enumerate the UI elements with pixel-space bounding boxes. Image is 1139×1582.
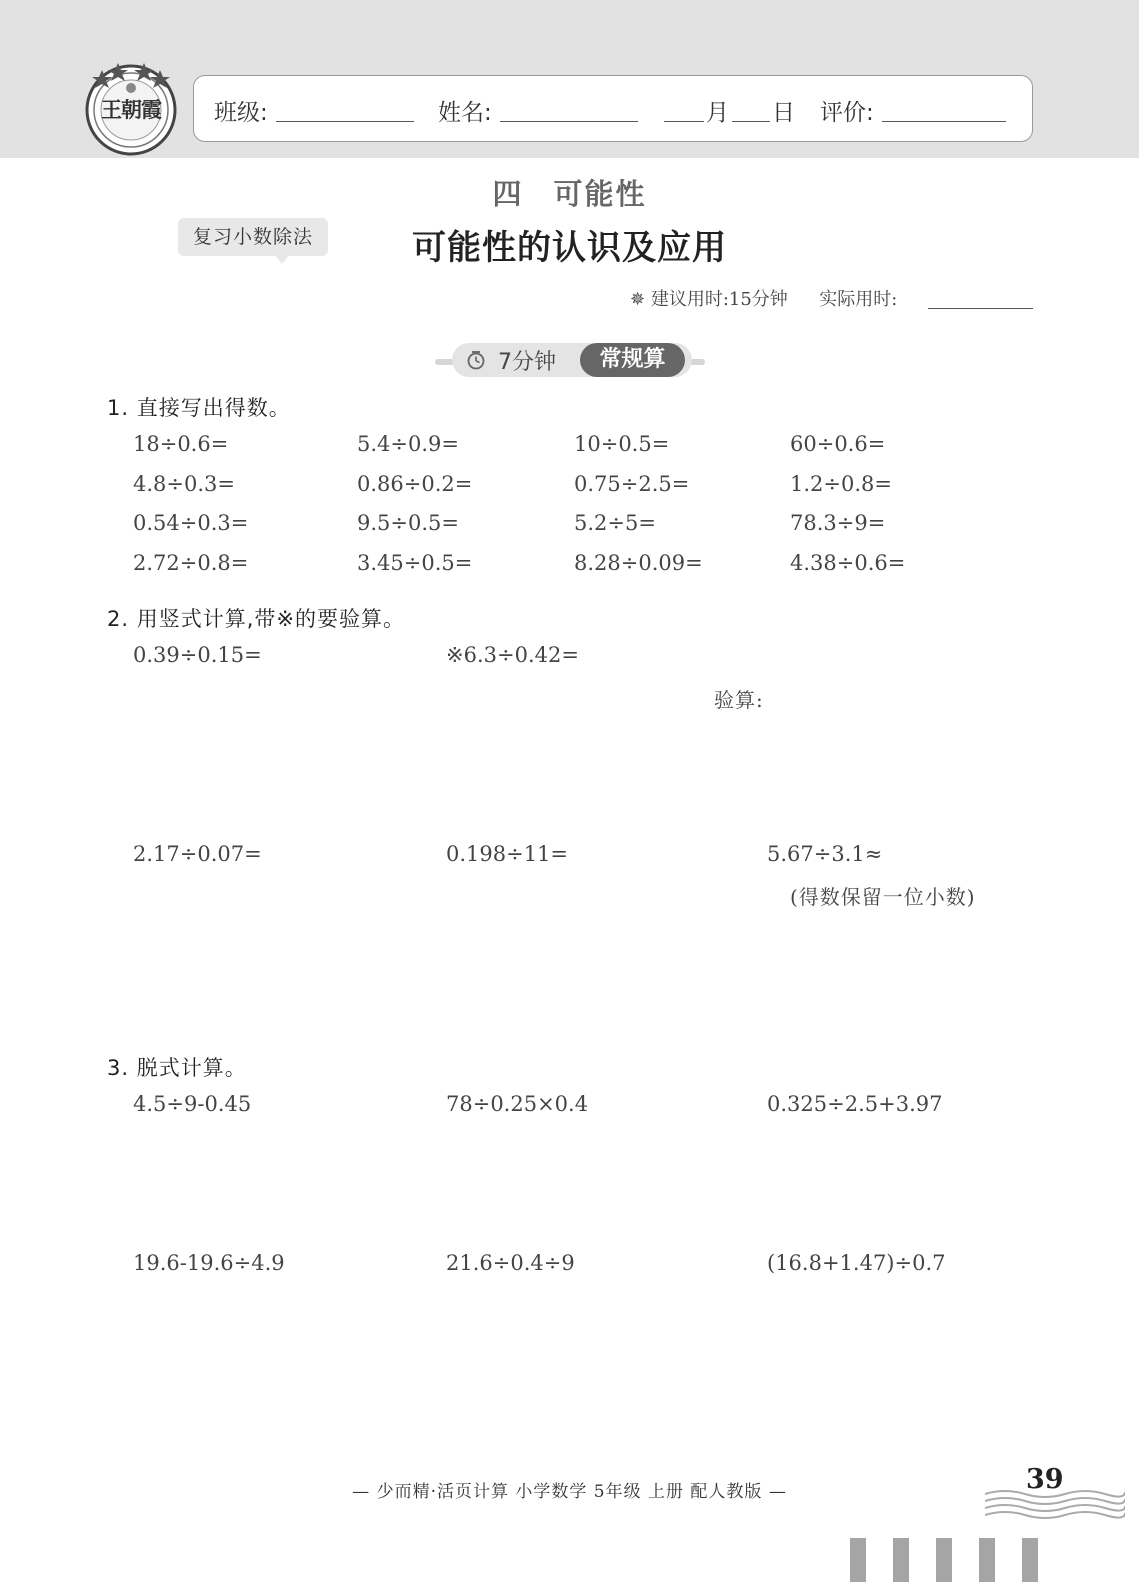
unit-name: 可能性: [553, 177, 647, 211]
gear-icon: ✵: [630, 289, 646, 310]
footer-bar: [893, 1538, 909, 1582]
time-info: [630, 285, 897, 311]
actual-time-field[interactable]: [928, 308, 1033, 309]
check-label: 验算:: [714, 688, 764, 712]
q3-problem: (16.8+1.47)÷0.7: [767, 1251, 946, 1275]
q1-problem: 9.5÷0.5=: [357, 511, 459, 535]
rounding-note: (得数保留一位小数): [790, 885, 976, 909]
q1-problem: 5.4÷0.9=: [357, 432, 459, 456]
logo-text: 王朝霞: [101, 97, 161, 122]
wave-decoration-icon: [985, 1484, 1125, 1520]
q2-problem: 0.39÷0.15=: [133, 643, 262, 667]
eval-label: 评价:: [820, 100, 874, 126]
q2-problem: 0.198÷11=: [446, 842, 569, 866]
q1-problem: 0.54÷0.3=: [133, 511, 249, 535]
q1-problem: 0.86÷0.2=: [357, 472, 473, 496]
student-info-box: [193, 75, 1033, 142]
unit-title: [0, 172, 1139, 213]
clock-icon: [466, 350, 486, 370]
q2-title: 2. 用竖式计算,带※的要验算。: [107, 607, 405, 631]
q1-problem: 60÷0.6=: [790, 432, 886, 456]
q1-problem: 0.75÷2.5=: [574, 472, 690, 496]
name-field[interactable]: [500, 121, 638, 122]
review-tag: 复习小数除法: [178, 218, 328, 256]
q2-problem: ※6.3÷0.42=: [446, 643, 579, 667]
q1-problem: 4.38÷0.6=: [790, 551, 906, 575]
actual-time-label: 实际用时:: [819, 289, 898, 310]
q2-problem: 5.67÷3.1≈: [767, 842, 883, 866]
suggested-time: 建议用时:15分钟: [650, 289, 788, 310]
class-label: 班级:: [214, 100, 268, 126]
q3-problem: 0.325÷2.5+3.97: [767, 1092, 943, 1116]
q1-problem: 4.8÷0.3=: [133, 472, 235, 496]
q1-problem: 78.3÷9=: [790, 511, 886, 535]
footer-bar: [850, 1538, 866, 1582]
q2-problem: 2.17÷0.07=: [133, 842, 262, 866]
footer-bar: [1022, 1538, 1038, 1582]
banner-label: 常规算: [580, 343, 685, 377]
q1-problem: 2.72÷0.8=: [133, 551, 249, 575]
q3-problem: 4.5÷9-0.45: [133, 1092, 252, 1116]
q1-problem: 10÷0.5=: [574, 432, 670, 456]
footer-bar: [979, 1538, 995, 1582]
banner-minutes: 7分钟: [498, 350, 556, 375]
day-label: 日: [772, 100, 795, 126]
eval-field[interactable]: [882, 121, 1006, 122]
q1-problem: 8.28÷0.09=: [574, 551, 703, 575]
footer-bar: [936, 1538, 952, 1582]
page-number: 39: [1026, 1464, 1064, 1495]
logo-seal-icon: [82, 58, 180, 156]
q1-problem: 18÷0.6=: [133, 432, 229, 456]
q3-title: 3. 脱式计算。: [107, 1056, 247, 1080]
q3-problem: 78÷0.25×0.4: [446, 1092, 589, 1116]
q1-problem: 1.2÷0.8=: [790, 472, 892, 496]
footer-bars: [850, 1538, 1050, 1582]
q1-problem: 5.2÷5=: [574, 511, 656, 535]
q3-problem: 19.6-19.6÷4.9: [133, 1251, 285, 1275]
class-field[interactable]: [276, 121, 414, 122]
section-banner: [430, 343, 710, 377]
month-label: 月: [706, 100, 729, 126]
name-label: 姓名:: [438, 100, 492, 126]
q3-problem: 21.6÷0.4÷9: [446, 1251, 575, 1275]
lesson-title: 可能性的认识及应用: [412, 228, 727, 268]
q1-problem: 3.45÷0.5=: [357, 551, 473, 575]
q1-title: 1. 直接写出得数。: [107, 396, 291, 420]
unit-number: 四: [492, 177, 524, 211]
footer-text: — 少而精·活页计算 小学数学 5年级 上册 配人教版 —: [352, 1482, 787, 1502]
day-field[interactable]: [732, 121, 770, 122]
month-field[interactable]: [664, 121, 704, 122]
